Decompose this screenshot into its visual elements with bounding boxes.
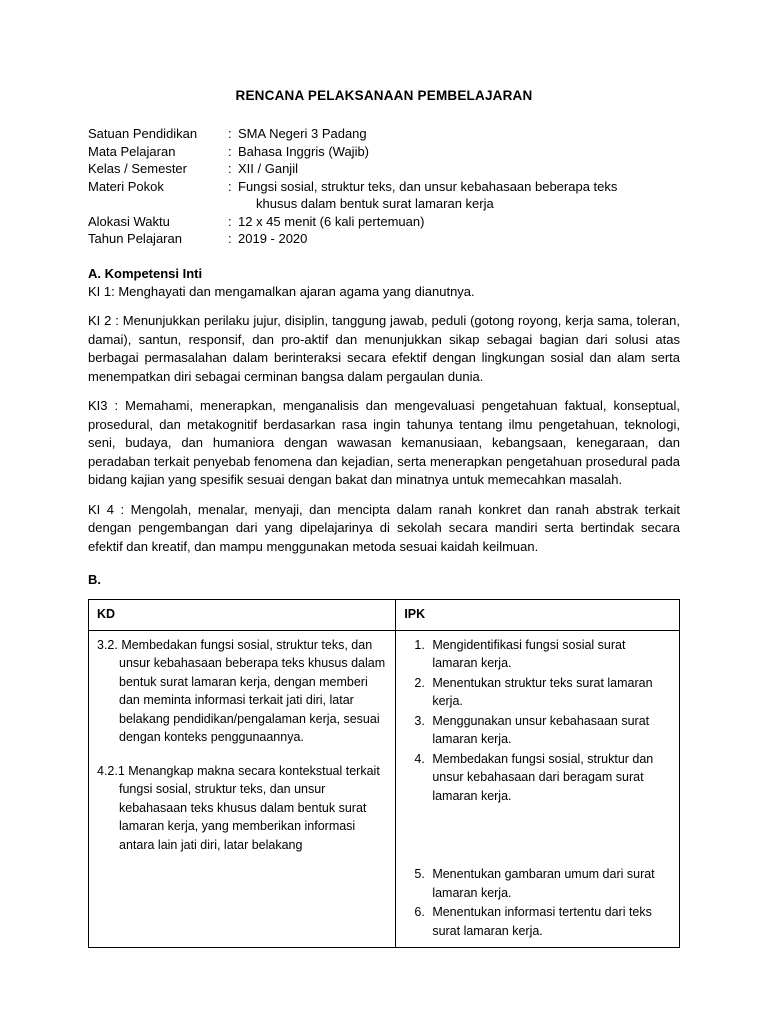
metadata-row xyxy=(88,125,680,143)
metadata-separator: : xyxy=(228,231,232,246)
page-title: RENCANA PELAKSANAAN PEMBELAJARAN xyxy=(235,88,533,103)
list-item: 6. Menentukan informasi tertentu dari teks surat lamaran kerja. xyxy=(428,903,671,940)
metadata-label: Mata Pelajaran xyxy=(88,143,176,159)
kd-item: 4.2.1 Menangkap makna secara kontekstual terkait fungsi sosial, struktur teks, dan unsur kebahasaan teks khusus dalam bentuk surat lamaran kerja, yang memberikan informasi antara lain jati diri, latar belakang xyxy=(97,763,380,852)
metadata-row xyxy=(88,143,680,161)
list-item: 1. Mengidentifikasi fungsi sosial surat lamaran kerja. xyxy=(428,636,671,673)
kd-item: 3.2. Membedakan fungsi sosial, struktur teks, dan unsur kebahasaan beberapa teks khusus dalam bentuk surat lamaran kerja, dengan memberi dan meminta informasi terkait jati diri, latar belakang pendidikan/pengalaman kerja, sesuai dengan konteks penggunaannya. xyxy=(97,637,386,744)
section-a-paragraph-ki1: KI 1: Menghayati dan mengamalkan ajaran agama yang dianutnya. xyxy=(88,283,475,299)
metadata-value-line2: khusus dalam bentuk surat lamaran kerja xyxy=(256,196,494,211)
kd-ipk-table xyxy=(88,599,680,948)
metadata-value: 12 x 45 menit (6 kali pertemuan) xyxy=(238,213,425,229)
table-header-row xyxy=(89,600,680,631)
metadata-value: XII / Ganjil xyxy=(238,161,298,176)
table-row xyxy=(89,630,680,948)
section-a-paragraph-ki3: KI3 : Memahami, menerapkan, menganalisis dan mengevaluasi pengetahuan faktual, konseptual, prosedural, dan metakognitif berdasarkan rasa ingin tahunya tentang ilmu pengetahuan, teknologi, seni, budaya, dan humaniora dengan wawasan kemanusiaan, kebangsaan, kenegaraan, dan peradaban terkait penyebab fenomena dan kejadian, serta menerapkan pengetahuan prosedural pada bidang kajian yang spesifik sesuai dengan bakat dan minatnya untuk memecahkan masalah. xyxy=(88,398,680,487)
list-item: 4. Membedakan fungsi sosial, struktur dan unsur kebahasaan dari beragam surat lamaran kerja. xyxy=(428,750,671,806)
metadata-separator: : xyxy=(228,126,232,141)
section-b-heading: B. xyxy=(88,572,101,587)
metadata-value xyxy=(238,178,680,213)
section-a-heading: A. Kompetensi Inti xyxy=(88,265,203,281)
ipk-list xyxy=(404,636,671,941)
metadata-separator: : xyxy=(228,178,232,194)
table-header-ipk: IPK xyxy=(396,600,680,631)
metadata-label: Kelas / Semester xyxy=(88,161,187,176)
metadata-label: Alokasi Waktu xyxy=(88,213,170,229)
metadata-label: Satuan Pendidikan xyxy=(88,126,198,141)
table-cell-ipk xyxy=(396,630,680,948)
metadata-label: Tahun Pelajaran xyxy=(88,231,182,246)
table-cell-kd xyxy=(89,630,396,948)
metadata-value: Bahasa Inggris (Wajib) xyxy=(238,143,370,159)
metadata-value: 2019 - 2020 xyxy=(238,231,308,246)
list-item: 2. Menentukan struktur teks surat lamaran kerja. xyxy=(428,674,671,711)
metadata-row xyxy=(88,178,680,213)
metadata-row xyxy=(88,160,680,178)
list-item: 3. Menggunakan unsur kebahasaan surat lamaran kerja. xyxy=(428,712,671,749)
metadata-block xyxy=(88,125,680,248)
metadata-value-line1: Fungsi sosial, struktur teks, dan unsur kebahasaan beberapa teks xyxy=(238,178,618,194)
section-a-paragraph-ki2: KI 2 : Menunjukkan perilaku jujur, disiplin, tanggung jawab, peduli (gotong royong, kerja sama, toleran, damai), santun, responsif, dan pro-aktif dan menunjukkan sikap sebagai bagian dari solusi atas berbagai permasalahan dalam berinteraksi secara efektif dengan lingkungan sosial dan alam serta menempatkan diri sebagai cerminan bangsa dalam pergaulan dunia. xyxy=(88,313,680,384)
metadata-separator: : xyxy=(228,213,232,229)
metadata-label: Materi Pokok xyxy=(88,178,164,194)
metadata-row xyxy=(88,230,680,248)
table-header-kd: KD xyxy=(89,600,396,631)
metadata-value: SMA Negeri 3 Padang xyxy=(238,126,367,141)
metadata-separator: : xyxy=(228,143,232,159)
metadata-row xyxy=(88,213,680,231)
list-item: 5. Menentukan gambaran umum dari surat lamaran kerja. xyxy=(428,865,671,902)
section-a-paragraph-ki4: KI 4 : Mengolah, menalar, menyaji, dan mencipta dalam ranah konkret dan ranah abstrak terkait dengan pengembangan dari yang dipelajarinya di sekolah secara mandiri serta bertindak secara efektif dan kreatif, dan mampu menggunakan metoda sesuai kaidah keilmuan. xyxy=(88,501,680,554)
metadata-separator: : xyxy=(228,161,232,176)
